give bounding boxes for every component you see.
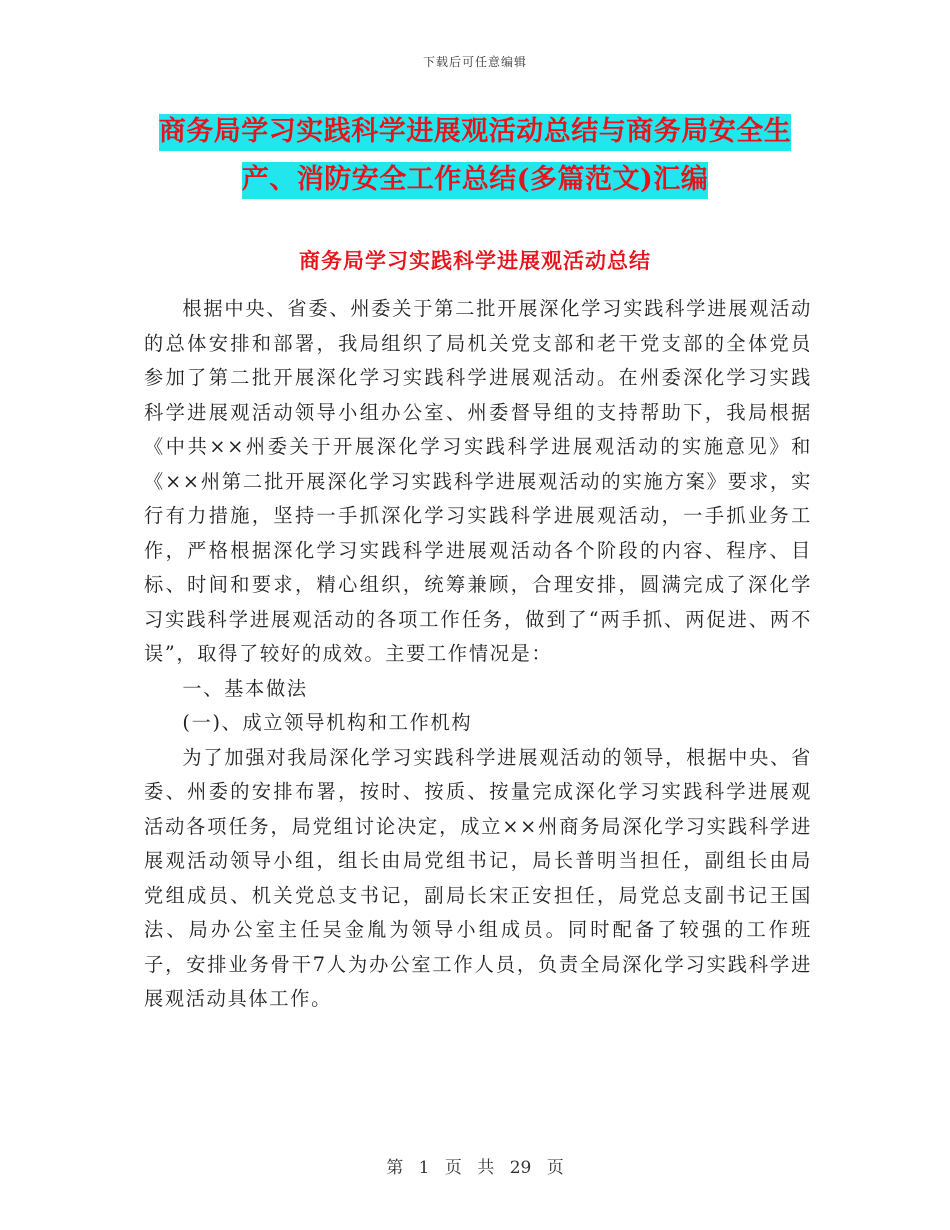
page-total: 29: [509, 1158, 532, 1178]
page-footer: [0, 1153, 950, 1178]
section-title: 商务局学习实践科学进展观活动总结: [299, 248, 651, 273]
body-paragraph: 为了加强对我局深化学习实践科学进展观活动的领导，根据中央、省委、州委的安排布署，按时、按质、按量完成深化学习实践科学进展观活动各项任务，局党组讨论决定，成立××州商务局深化学习实践科学进展观活动领导小组，组长由局党组书记，局长普明当担任，副组长由局党组成员、机关党总支书记，副局长宋正安担任，局党总支副书记王国法、局办公室主任吴金胤为领导小组成员。同时配备了较强的工作班子，安排业务骨干7人为办公室工作人员，负责全局深化学习实践科学进展观活动具体工作。: [144, 745, 812, 1010]
document-title: [0, 108, 950, 204]
page-label-prefix: 第: [386, 1158, 404, 1178]
page-label-suffix: 页: [546, 1158, 564, 1178]
page-label-total-prefix: 共: [477, 1158, 495, 1178]
document-title-line-1: 商务局学习实践科学进展观活动总结与商务局安全生: [159, 114, 792, 151]
body-paragraph: 一、基本做法: [182, 676, 308, 700]
header-note: 下载后可任意编辑: [422, 55, 527, 69]
document-title-line-2: 产、消防安全工作总结(多篇范文)汇编: [242, 162, 709, 199]
document-body: [144, 292, 812, 1017]
body-paragraph: (一)、成立领导机构和工作机构: [182, 711, 473, 734]
page-current: 1: [418, 1158, 430, 1178]
page-label-mid: 页: [444, 1158, 462, 1178]
body-paragraph: 根据中央、省委、州委关于第二批开展深化学习实践科学进展观活动的总体安排和部署，我局组织了局机关党支部和老干党支部的全体党员参加了第二批开展深化学习实践科学进展观活动。在州委深化学习实践科学进展观活动领导小组办公室、州委督导组的支持帮助下，我局根据《中共××州委关于开展深化学习实践科学进展观活动的实施意见》和《××州第二批开展深化学习实践科学进展观活动的实施方案》要求，实行有力措施，坚持一手抓深化学习实践科学进展观活动，一手抓业务工作，严格根据深化学习实践科学进展观活动各个阶段的内容、程序、目标、时间和要求，精心组织，统筹兼顾，合理安排，圆满完成了深化学习实践科学进展观活动的各项工作任务，做到了“两手抓、两促进、两不误”，取得了较好的成效。主要工作情况是：: [144, 297, 812, 665]
